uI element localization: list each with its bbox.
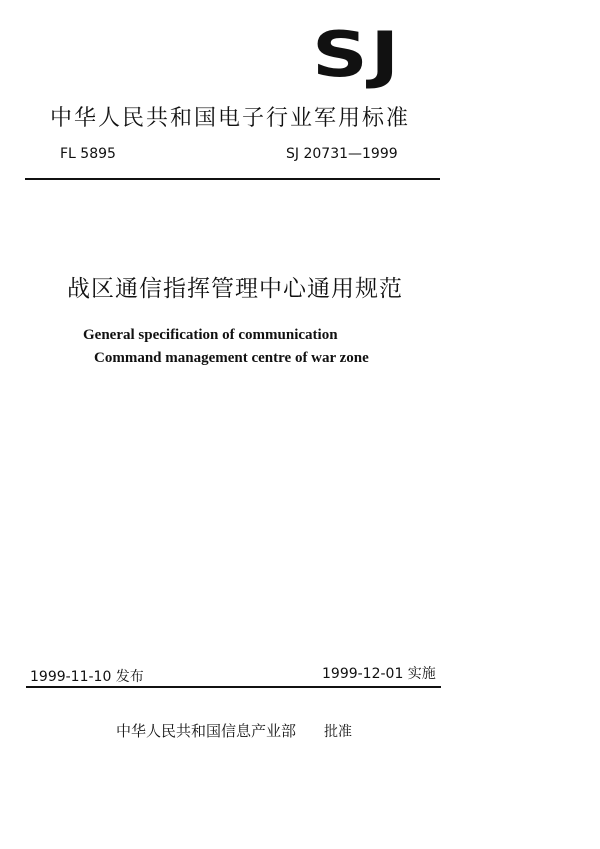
- standard-number: SJ 20731—1999: [286, 146, 398, 162]
- issue-date: 1999-11-10 发布: [30, 669, 144, 685]
- document-title-english-line1: General specification of communication: [83, 327, 338, 343]
- issuing-body-title: 中华人民共和国电子行业军用标准: [50, 106, 411, 131]
- approval-label: 批准: [324, 724, 352, 740]
- sj-logo: SJ: [312, 18, 402, 91]
- implementation-date: 1999-12-01 实施: [322, 666, 436, 682]
- footer-divider: [26, 686, 441, 688]
- document-title-chinese: 战区通信指挥管理中心通用规范: [67, 276, 403, 302]
- header-divider: [25, 178, 440, 180]
- classification-code: FL 5895: [60, 146, 116, 162]
- document-title-english-line2: Command management centre of war zone: [94, 350, 369, 366]
- approving-authority: 中华人民共和国信息产业部: [116, 722, 297, 740]
